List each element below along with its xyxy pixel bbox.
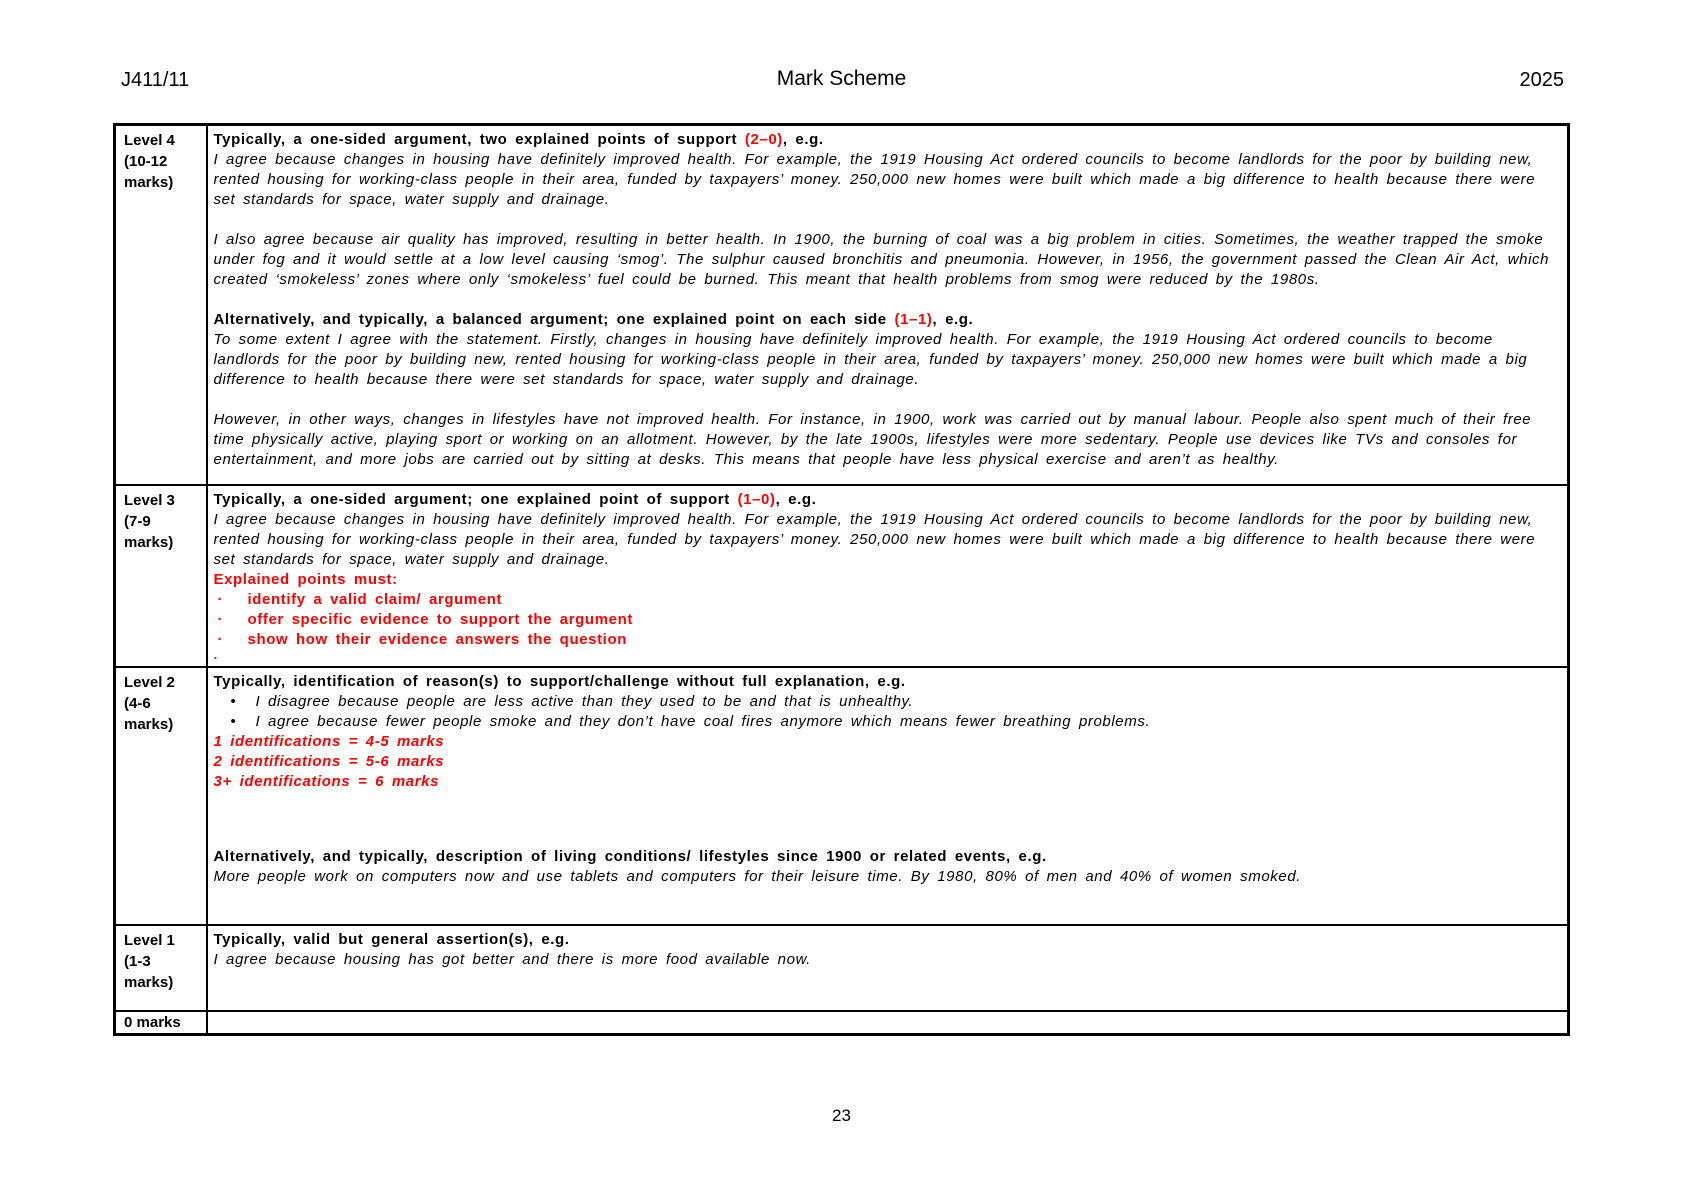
list-item-text: I disagree because people are less active than they used to be and that is unhealthy. bbox=[255, 692, 914, 710]
list-item bbox=[214, 630, 1560, 650]
example-paragraph: I also agree because air quality has improved, resulting in better health. In 1900, the burning of coal was a big problem in cities. Sometimes, the weather trapped the smoke under fog and it would settle at a low level causing ‘smog’. The sulphur caused bronchitis and pneumonia. However, in 1956, the government passed the Clean Air Act, which created ‘smokeless’ zones where only ‘smokeless’ fuel could be burned. This meant that health problems from smog were reduced by the 1980s. bbox=[213, 231, 1550, 288]
document-year: 2025 bbox=[1519, 69, 1564, 91]
level-mark-range: (4-6 bbox=[124, 694, 151, 712]
list-item-text: identify a valid claim/ argument bbox=[247, 590, 503, 608]
list-item-text: I agree because fewer people smoke and they don’t have coal fires anymore which means fewer breathing problems. bbox=[255, 712, 1151, 730]
identification-marks-rule: 3+ identifications = 6 marks bbox=[213, 772, 440, 790]
level3-label-cell bbox=[115, 485, 207, 667]
page-header bbox=[113, 67, 1570, 97]
level1-description-cell bbox=[207, 925, 1569, 1011]
level-mark-range: (7-9 bbox=[124, 512, 151, 530]
level-label: Level 3 bbox=[124, 491, 175, 509]
level-mark-range: (1-3 bbox=[124, 952, 151, 970]
heading-text: , e.g. bbox=[932, 311, 974, 328]
level2-heading2: Alternatively, and typically, description of living conditions/ lifestyles since 1900 or related events, e.g. bbox=[213, 847, 1047, 865]
level4-heading2 bbox=[214, 310, 1560, 330]
bullet-icon: • bbox=[230, 712, 237, 730]
bullet-icon: • bbox=[230, 692, 237, 710]
heading-text: Typically, a one-sided argument; one explained point of support bbox=[213, 490, 738, 508]
mark-split-badge: (1–1) bbox=[894, 311, 933, 328]
mark-split-badge: (2–0) bbox=[744, 131, 783, 148]
level-mark-range: marks) bbox=[124, 973, 174, 991]
page-number: 23 bbox=[832, 1106, 851, 1125]
level1-heading: Typically, valid but general assertion(s), e.g. bbox=[213, 930, 570, 948]
heading-text: Typically, a one-sided argument, two explained points of support bbox=[213, 131, 745, 148]
level4-heading1 bbox=[214, 130, 1560, 150]
spacer bbox=[214, 792, 1560, 847]
list-item-text: show how their evidence answers the question bbox=[247, 630, 627, 648]
level2-description-cell bbox=[207, 667, 1569, 925]
example-paragraph: I agree because changes in housing have definitely improved health. For example, the 1919 Housing Act ordered councils to become landlords for the poor by building new, rented housing for working-class people in their area, funded by taxpayers’ money. 250,000 new homes were built which made a big difference to health because there were set standards for space, water supply and drainage. bbox=[213, 151, 1536, 208]
level2-label-cell bbox=[115, 667, 207, 925]
mark-scheme-table bbox=[113, 123, 1570, 1036]
heading-text: Alternatively, and typically, a balanced argument; one explained point on each side bbox=[213, 311, 895, 328]
mark-split-badge: (1–0) bbox=[737, 490, 776, 508]
red-trailing-dot: . bbox=[213, 646, 218, 662]
table-row-zero-marks bbox=[115, 1011, 1569, 1035]
example-paragraph: I agree because changes in housing have definitely improved health. For example, the 1919 Housing Act ordered councils to become landlords for the poor by building new, rented housing for working-class people in their area, funded by taxpayers’ money. 250,000 new homes were built which made a big difference to health because there were set standards for space, water supply and drainage. bbox=[213, 510, 1536, 568]
list-item bbox=[214, 712, 1560, 732]
level-mark-range: marks) bbox=[124, 174, 174, 191]
level-mark-range: marks) bbox=[124, 715, 174, 733]
table-row-level4 bbox=[115, 125, 1569, 485]
example-paragraph: More people work on computers now and use tablets and computers for their leisure time. By 1980, 80% of men and 40% of women smoked. bbox=[213, 867, 1302, 885]
spacer bbox=[214, 290, 1560, 310]
level1-label-cell bbox=[115, 925, 207, 1011]
level2-heading1: Typically, identification of reason(s) to support/challenge without full explanation, e.g. bbox=[213, 672, 906, 690]
list-item-text: offer specific evidence to support the argument bbox=[247, 610, 633, 628]
spacer bbox=[214, 210, 1560, 230]
identification-marks-rule: 2 identifications = 5-6 marks bbox=[213, 752, 445, 770]
table-row-level2 bbox=[115, 667, 1569, 925]
zero-marks-label-cell bbox=[115, 1011, 207, 1035]
list-item bbox=[214, 590, 1560, 610]
level-label: 0 marks bbox=[124, 1013, 181, 1031]
bullet-icon: · bbox=[217, 590, 224, 608]
table-row-level3 bbox=[115, 485, 1569, 667]
level4-label-cell bbox=[115, 125, 207, 485]
level3-description-cell bbox=[207, 485, 1569, 667]
page-title: Mark Scheme bbox=[776, 67, 907, 90]
level-mark-range: marks) bbox=[124, 533, 174, 551]
list-item bbox=[214, 692, 1560, 712]
document-code: J411/11 bbox=[121, 69, 190, 91]
table-row-level1 bbox=[115, 925, 1569, 1011]
example-paragraph: To some extent I agree with the statement. Firstly, changes in housing have definitely improved health. For example, the 1919 Housing Act ordered councils to become landlords for the poor by building new, rented housing for working-class people in their area, funded by taxpayers’ money. 250,000 new homes were built which made a big difference to health because there were set standards for space, water supply and drainage. bbox=[213, 331, 1528, 388]
level3-heading bbox=[214, 490, 1560, 510]
level-label: Level 4 bbox=[124, 132, 175, 149]
spacer bbox=[214, 390, 1560, 410]
level4-description-cell bbox=[207, 125, 1569, 485]
explained-points-heading: Explained points must: bbox=[213, 570, 398, 588]
bullet-icon: · bbox=[217, 610, 224, 628]
heading-text: , e.g. bbox=[782, 131, 824, 148]
identification-marks-rule: 1 identifications = 4-5 marks bbox=[213, 732, 445, 750]
level-mark-range: (10-12 bbox=[124, 153, 168, 170]
example-paragraph: However, in other ways, changes in lifestyles have not improved health. For instance, in 1900, work was carried out by manual labour. People also spent much of their free time physically active, playing sport or working on an allotment. However, by the late 1900s, lifestyles were more sedentary. People use devices like TVs and consoles for entertainment, and more jobs are carried out by sitting at desks. This means that people have less physical exercise and aren’t as healthy. bbox=[213, 411, 1532, 468]
heading-text: , e.g. bbox=[775, 490, 817, 508]
zero-marks-description-cell bbox=[207, 1011, 1569, 1035]
example-paragraph: I agree because housing has got better and there is more food available now. bbox=[213, 950, 811, 968]
bullet-icon: · bbox=[217, 630, 224, 648]
page-footer bbox=[0, 1106, 1683, 1126]
level-label: Level 1 bbox=[124, 931, 175, 949]
list-item bbox=[214, 610, 1560, 630]
level-label: Level 2 bbox=[124, 673, 175, 691]
